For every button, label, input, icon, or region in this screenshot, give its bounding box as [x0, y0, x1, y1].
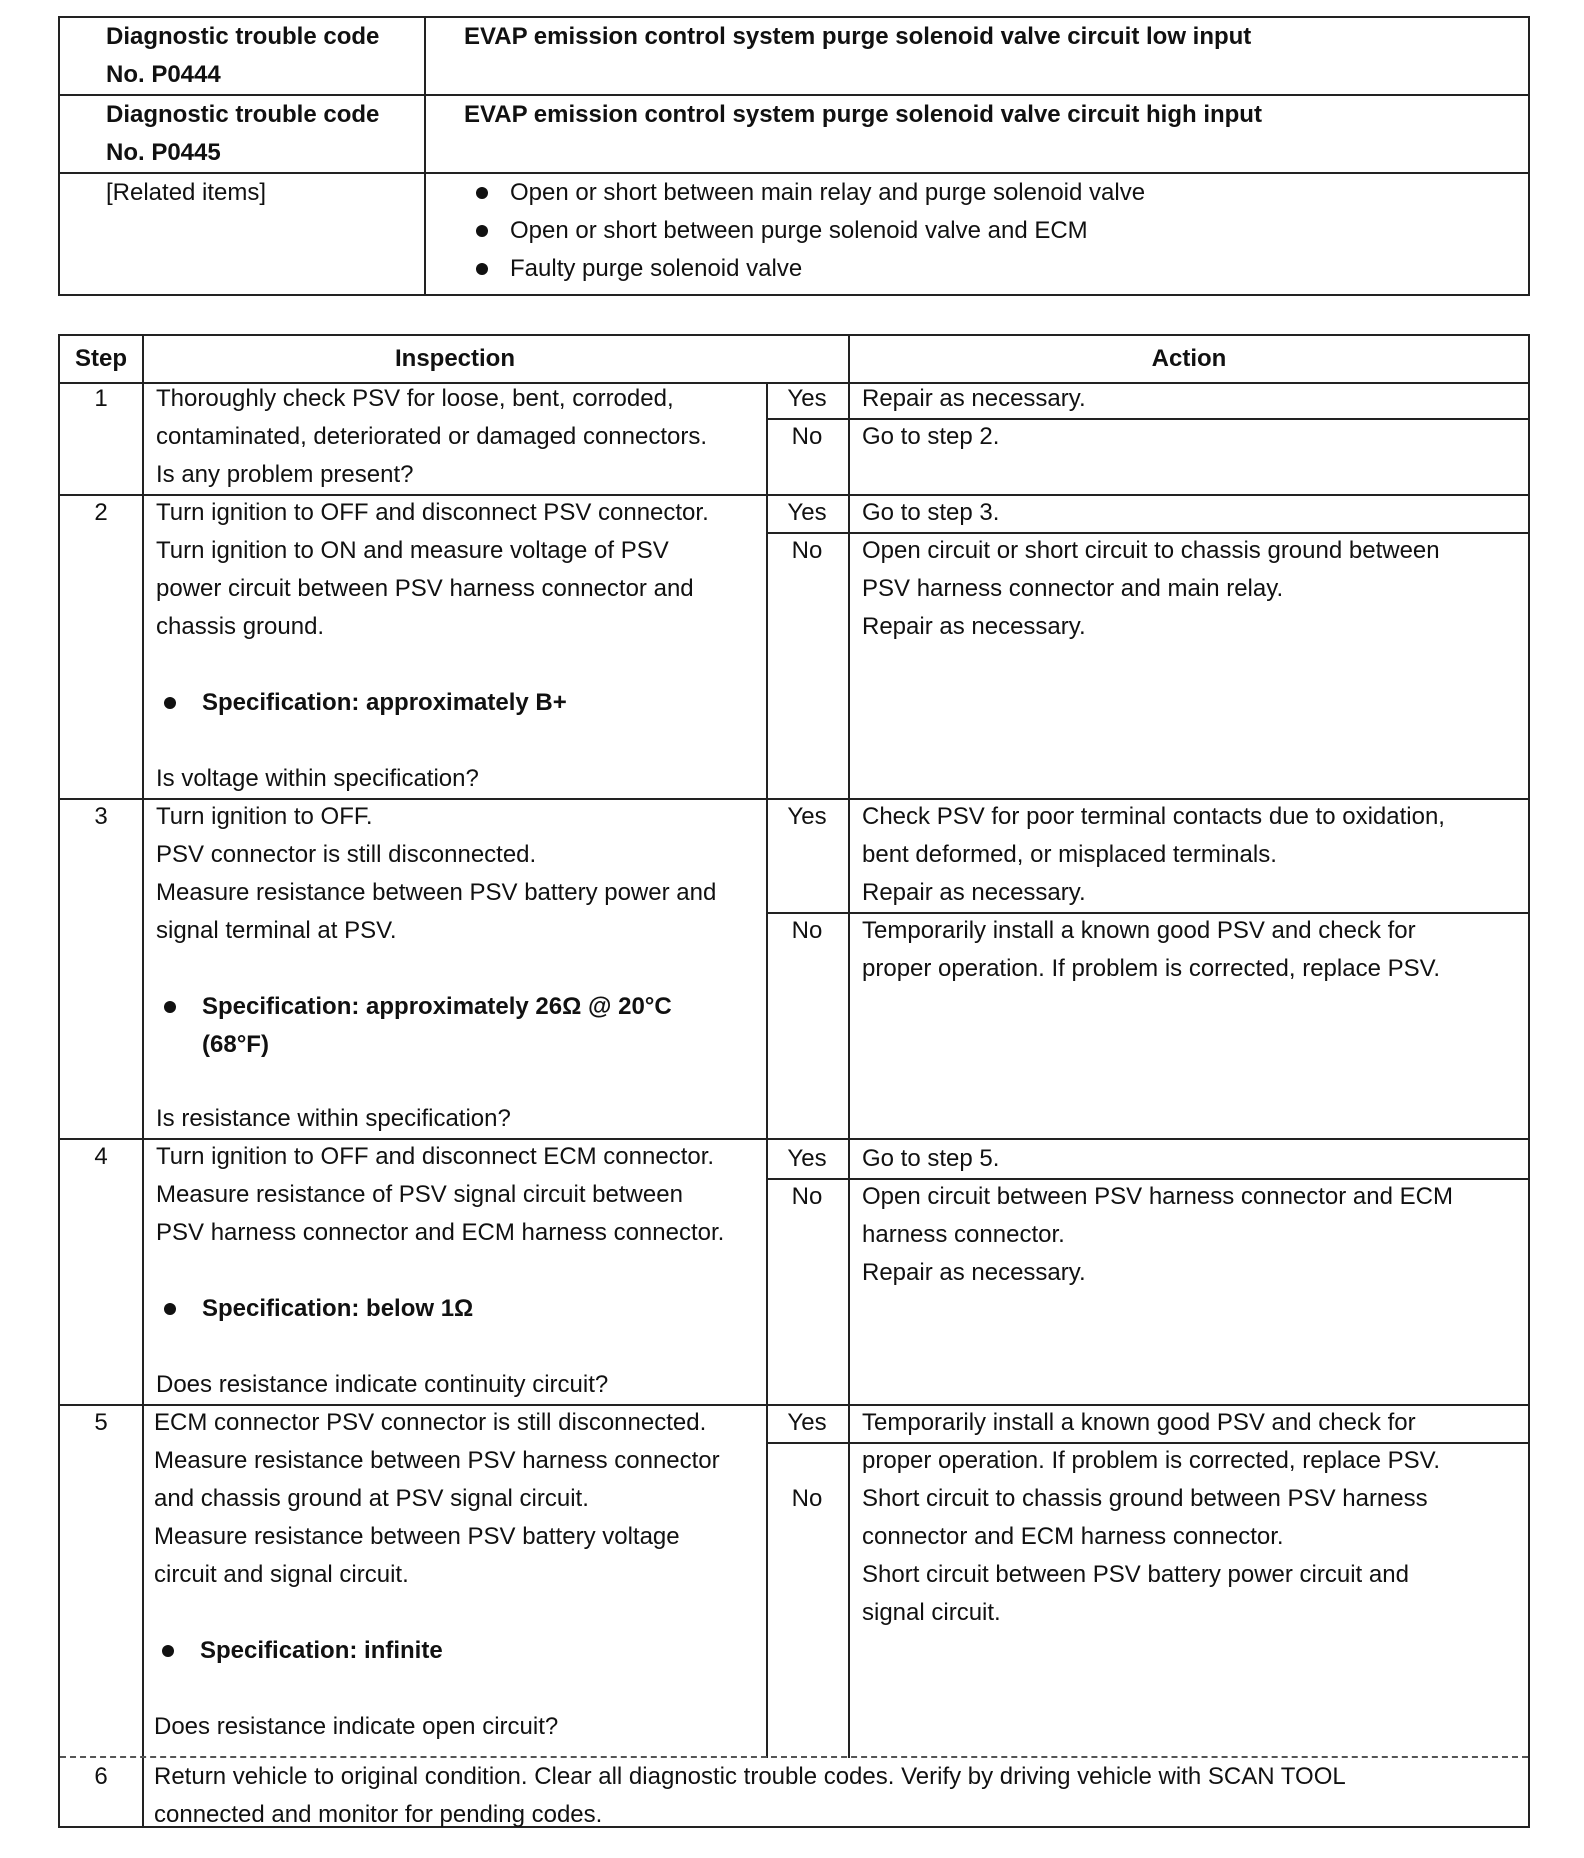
action-line: Repair as necessary. [862, 1259, 1086, 1286]
step-5-inspection [154, 1404, 720, 1594]
step-3-no-action [862, 912, 1440, 988]
inspection-line: signal terminal at PSV. [156, 917, 397, 944]
yes-label: Yes [787, 1145, 827, 1172]
inspection-line: contaminated, deteriorated or damaged connectors. [156, 423, 708, 450]
header-inspection: Inspection [394, 345, 515, 372]
dtc-row-p0444 [60, 18, 1528, 96]
step-number: 2 [94, 499, 108, 526]
step-2-inspection [156, 494, 709, 646]
inspection-line: ECM connector PSV connector is still disconnected. [154, 1409, 707, 1436]
spec-line: (68°F) [202, 1031, 269, 1058]
inspection-line: Thoroughly check PSV for loose, bent, corroded, [156, 385, 674, 412]
related-items-list [470, 174, 1145, 288]
specification: Specification: approximately B+ [156, 684, 567, 722]
inspection-line: Turn ignition to ON and measure voltage of PSV [156, 537, 669, 564]
step-3-inspection [156, 798, 716, 950]
step-4-no-action [862, 1178, 1453, 1292]
no-label: No [791, 917, 823, 944]
action-line: signal circuit. [862, 1599, 1001, 1626]
related-item: Open or short between main relay and purge solenoid valve [470, 174, 1145, 212]
specification: Specification: below 1Ω [156, 1290, 473, 1328]
step-4-yes-action [862, 1140, 999, 1178]
header-action: Action [1151, 345, 1227, 372]
action-column-divider [848, 336, 850, 1758]
inspection-line: Measure resistance between PSV battery voltage [154, 1523, 680, 1550]
step-1-yes-action [862, 380, 1086, 418]
specification: Specification: infinite [154, 1632, 443, 1670]
step-text-line: connected and monitor for pending codes. [154, 1801, 603, 1828]
inspection-line: and chassis ground at PSV signal circuit. [154, 1485, 589, 1512]
step-number: 6 [94, 1763, 108, 1790]
inspection-line: Is any problem present? [156, 461, 414, 488]
inspection-line: power circuit between PSV harness connector and [156, 575, 694, 602]
step-1-inspection [156, 380, 707, 494]
dtc-description: EVAP emission control system purge solenoid valve circuit high input [464, 101, 1262, 128]
action-line: proper operation. If problem is corrected, replace PSV. [862, 1447, 1441, 1474]
action-line: Go to step 3. [862, 499, 1000, 526]
step-4-inspection [156, 1138, 724, 1252]
step-6-text [154, 1758, 1346, 1834]
action-line: Open circuit or short circuit to chassis ground between [862, 537, 1440, 564]
inspection-line: circuit and signal circuit. [154, 1561, 409, 1588]
no-label: No [791, 423, 823, 450]
inspection-line: PSV harness connector and ECM harness connector. [156, 1219, 725, 1246]
dtc-code: No. P0444 [106, 61, 221, 88]
action-line: bent deformed, or misplaced terminals. [862, 841, 1277, 868]
related-item: Open or short between purge solenoid valve and ECM [470, 212, 1145, 250]
action-line: proper operation. If problem is corrected, replace PSV. [862, 955, 1441, 982]
spec-line: Specification: approximately 26Ω @ 20°C [202, 993, 672, 1020]
action-line: Short circuit between PSV battery power circuit and [862, 1561, 1409, 1588]
step-5-no-action [862, 1480, 1428, 1632]
dtc-code: No. P0445 [106, 139, 221, 166]
action-line: PSV harness connector and main relay. [862, 575, 1284, 602]
step-2-yes-action [862, 494, 999, 532]
no-label: No [791, 537, 823, 564]
action-line: Open circuit between PSV harness connector and ECM [862, 1183, 1453, 1210]
step-number: 5 [94, 1409, 108, 1436]
yes-label: Yes [787, 499, 827, 526]
action-line: Repair as necessary. [862, 879, 1086, 906]
inspection-line: PSV connector is still disconnected. [156, 841, 537, 868]
dtc-row-p0445 [60, 96, 1528, 174]
action-line: Check PSV for poor terminal contacts due to oxidation, [862, 803, 1445, 830]
step-column-divider [142, 336, 144, 1826]
yesno-column-left-divider [766, 382, 768, 1758]
inspection-line: Turn ignition to OFF and disconnect PSV connector. [156, 499, 709, 526]
inspection-line: Measure resistance of PSV signal circuit between [156, 1181, 683, 1208]
inspection-line: Measure resistance between PSV harness connector [154, 1447, 720, 1474]
inspection-question: Is resistance within specification? [156, 1105, 511, 1132]
yes-label: Yes [787, 385, 827, 412]
step-1-no-action [862, 418, 999, 456]
specification [156, 988, 672, 1064]
no-label: No [791, 1183, 823, 1210]
inspection-step-table [58, 334, 1530, 1828]
step-number: 1 [94, 385, 108, 412]
related-items-row [60, 174, 1528, 294]
action-line: Repair as necessary. [862, 613, 1086, 640]
inspection-question: Does resistance indicate continuity circuit? [156, 1371, 609, 1398]
action-line: Short circuit to chassis ground between PSV harness [862, 1485, 1428, 1512]
inspection-line: Measure resistance between PSV battery power and [156, 879, 717, 906]
inspection-line: chassis ground. [156, 613, 325, 640]
related-item: Faulty purge solenoid valve [470, 250, 1145, 288]
dtc-label-line: Diagnostic trouble code [106, 101, 380, 128]
dtc-label [106, 18, 379, 94]
step-text-line: Return vehicle to original condition. Clear all diagnostic trouble codes. Verify by driving vehicle with SCAN TOOL [154, 1763, 1346, 1790]
inspection-question: Is voltage within specification? [156, 765, 479, 792]
dtc-label-line: Diagnostic trouble code [106, 23, 380, 50]
dtc-label [106, 96, 379, 172]
inspection-line: Turn ignition to OFF and disconnect ECM connector. [156, 1143, 715, 1170]
no-label: No [791, 1485, 823, 1512]
step-3-yes-action [862, 798, 1445, 912]
step-5-yes-action [862, 1404, 1440, 1480]
action-line: Temporarily install a known good PSV and check for [862, 1409, 1416, 1436]
yes-label: Yes [787, 1409, 827, 1436]
step-number: 4 [94, 1143, 108, 1170]
dtc-info-table [58, 16, 1530, 296]
step-number: 3 [94, 803, 108, 830]
action-line: harness connector. [862, 1221, 1065, 1248]
inspection-question: Does resistance indicate open circuit? [154, 1713, 559, 1740]
action-line: connector and ECM harness connector. [862, 1523, 1284, 1550]
action-line: Go to step 2. [862, 423, 1000, 450]
related-items-label: [Related items] [106, 179, 267, 206]
inspection-line: Turn ignition to OFF. [156, 803, 373, 830]
yes-label: Yes [787, 803, 827, 830]
step-2-no-action [862, 532, 1440, 646]
action-line: Go to step 5. [862, 1145, 1000, 1172]
action-line: Repair as necessary. [862, 385, 1086, 412]
action-line: Temporarily install a known good PSV and check for [862, 917, 1416, 944]
dtc-description: EVAP emission control system purge solenoid valve circuit low input [464, 23, 1252, 50]
header-step: Step [74, 345, 127, 372]
